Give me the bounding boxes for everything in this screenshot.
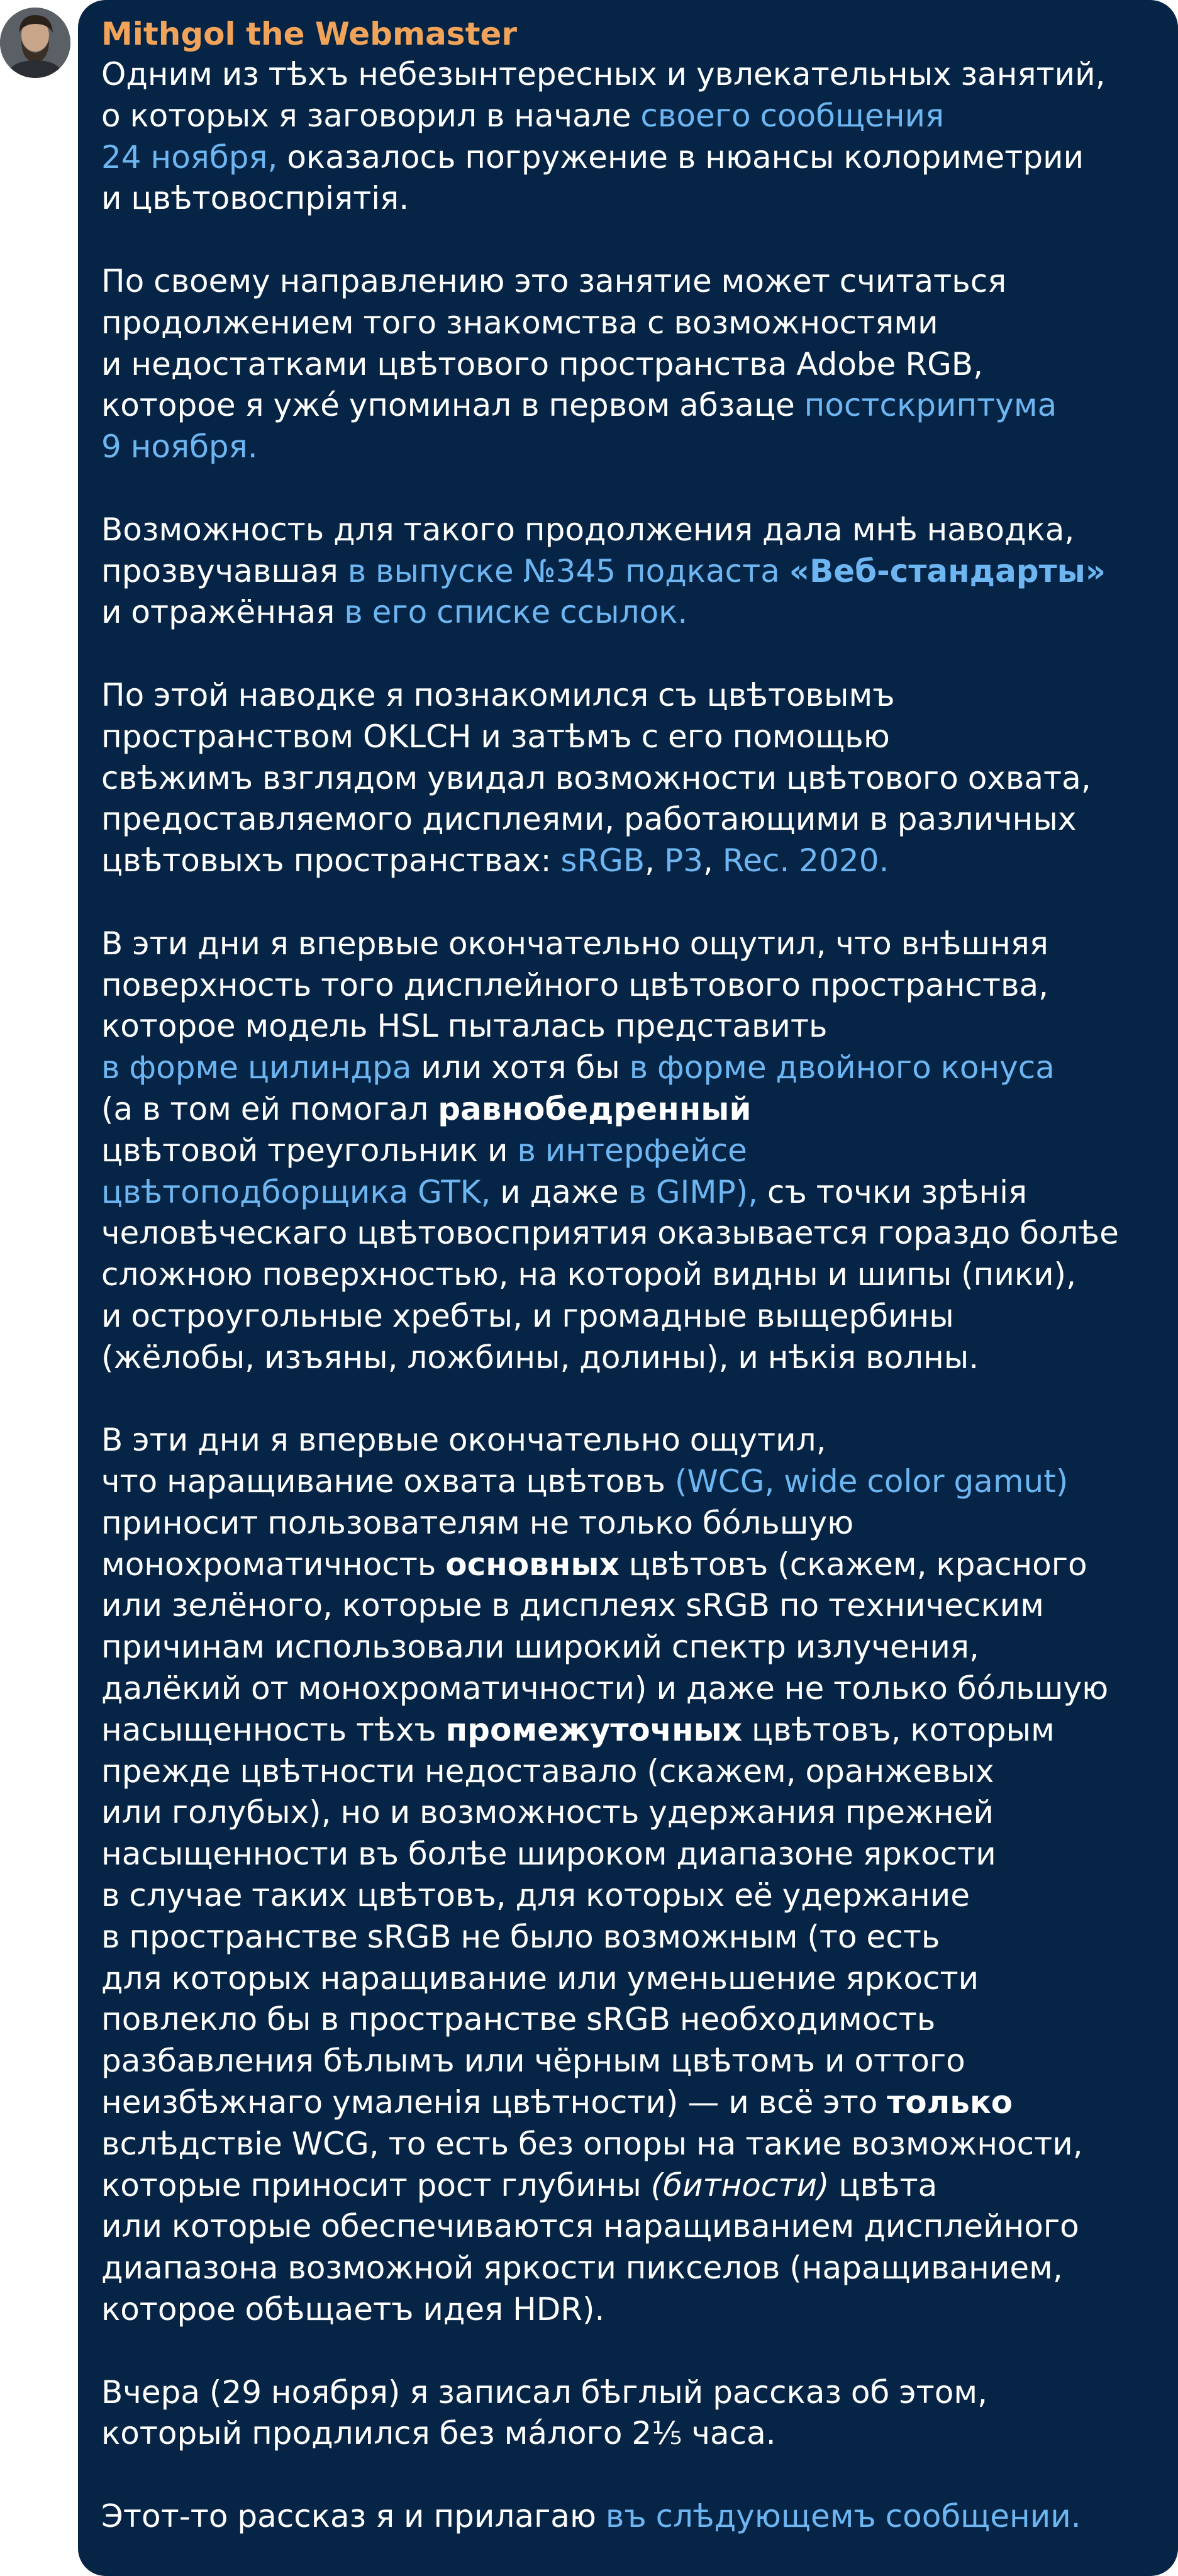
link-rec2020[interactable]: Rec. 2020. bbox=[722, 842, 889, 879]
link-gtk-interface[interactable]: в интерфейсе bbox=[517, 1132, 747, 1169]
avatar[interactable] bbox=[0, 8, 70, 78]
link-podcast-name[interactable]: «Веб-стандарты» bbox=[789, 552, 1106, 589]
link-message-nov-24-date[interactable]: 24 ноября, bbox=[101, 138, 278, 176]
link-gimp[interactable]: в GIMP), bbox=[628, 1173, 758, 1210]
user-avatar-photo-icon bbox=[0, 8, 70, 78]
link-cylinder[interactable]: в форме цилиндра bbox=[101, 1049, 412, 1086]
paragraph-5: В эти дни я впервые окончательно ощутил, что внѣшняя поверхность того дисплейного цвѣтового пространства, которое модель HSL пыталась представить в форме цилиндра или хотя бы в форме двойного конуса (а в том ей помогал равнобедренный цвѣтовой треугольник и в интерфейсе цвѣтоподборщика GTK, и даже в GIMP), съ точки зрѣнiя человѣческаго цвѣтовосприятия оказывается гораздо болѣе сложною поверхностью, на которой видны и шипы (пики), и остроугольные хребты, и громадные выщербины (жёлобы, изъяны, ложбины, долины), и нѣкiя волны. bbox=[101, 925, 1119, 1376]
link-wcg[interactable]: (WCG, wide color gamut) bbox=[674, 1463, 1069, 1500]
paragraph-7: Вчера (29 ноября) я записал бѣглый рассказ об этом, который продлился без мáлого 2⅕ часа. bbox=[101, 2373, 987, 2452]
paragraph-4: По этой наводке я познакомился съ цвѣтовымъ пространством OKLCH и затѣмъ с его помощью свѣжимъ взглядом увидал возможности цвѣтового охвата, предоставляемого дисплеями, работающими в различных цвѣтовыхъ пространствах: sRGB, P3, Rec. 2020. bbox=[101, 676, 1091, 879]
link-podcast-episode[interactable]: в выпуске №345 подкаста bbox=[347, 552, 789, 589]
paragraph-1: Одним из тѣхъ небезынтересных и увлекательных занятий, о которых я заговорил в начале своего сообщения 24 ноября, оказалось погружение в нюансы колориметрии и цвѣтовоспрiятiя. bbox=[101, 56, 1106, 217]
link-message-nov-24[interactable]: своего сообщения bbox=[640, 97, 945, 134]
link-p3[interactable]: P3 bbox=[664, 842, 703, 879]
author-name[interactable]: Mithgol the Webmaster bbox=[101, 16, 518, 52]
paragraph-6: В эти дни я впервые окончательно ощутил, что наращивание охвата цвѣтовъ (WCG, wide color gamut) приносит пользователям не только бóльшую монохроматичность основных цвѣтовъ (скажем, красного или зелёного, которые в дисплеях sRGB по техническим причинам использовали широкий спектр излучения, далёкий от монохроматичности) и даже не только бóльшую насыщенность тѣхъ промежуточных цвѣтовъ, которым прежде цвѣтности недоставало (скажем, оранжевых или голубых), но и возможность удержания прежней насыщенности въ болѣе широком диапазоне яркости в случае таких цвѣтовъ, для которых её удержание в пространстве sRGB не было возможным (то есть для которых наращивание или уменьшение яркости повлекло бы в пространстве sRGB необходимость разбавления бѣлымъ или чёрным цвѣтомъ и оттого неизбѣжнаго умаленiя цвѣтности) — и всё это только вслѣдствiе WCG, то есть без опоры на такие возможности, которые приносит рост глубины (битности) цвѣта или которые обеспечиваются наращиванием дисплейного диапазона возможной яркости пикселов (наращиванием, которое обѣщаетъ идея HDR). bbox=[101, 1422, 1109, 2328]
link-next-message[interactable]: въ слѣдующемъ сообщении. bbox=[605, 2498, 1081, 2535]
link-double-cone[interactable]: в форме двойного конуса bbox=[629, 1049, 1055, 1086]
link-postscript-date[interactable]: 9 ноября. bbox=[101, 428, 258, 466]
paragraph-2: По своему направлению это занятие может считаться продолжением того знакомства с возможностями и недостатками цвѣтового пространства Adobe RGB, которое я ужé упоминал в первом абзаце постскриптума 9 ноября. bbox=[101, 262, 1057, 466]
link-gtk-color-picker[interactable]: цвѣтоподборщика GTK, bbox=[101, 1173, 491, 1210]
link-postscript[interactable]: постскриптума bbox=[804, 387, 1057, 424]
link-srgb[interactable]: sRGB bbox=[560, 842, 645, 879]
paragraph-3: Возможность для такого продолжения дала мнѣ наводка, прозвучавшая в выпуске №345 подкаста «Веб-стандарты» и отражённая в его списке ссылок. bbox=[101, 511, 1106, 631]
link-podcast-links[interactable]: в его списке ссылок. bbox=[344, 594, 688, 631]
paragraph-8: Этот-то рассказ я и прилагаю въ слѣдующемъ сообщении. bbox=[101, 2498, 1081, 2535]
message-bubble bbox=[78, 0, 1178, 2576]
